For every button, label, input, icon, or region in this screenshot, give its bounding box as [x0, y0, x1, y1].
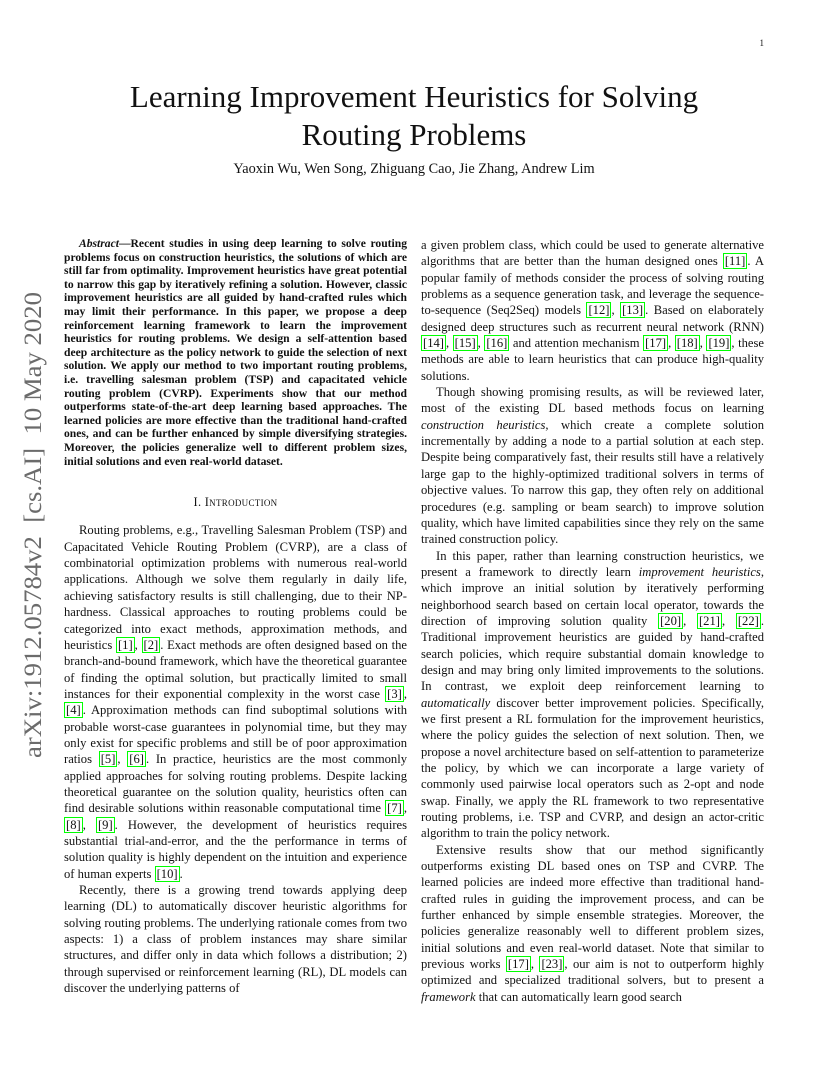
section-number: I. [193, 495, 205, 510]
citation-link[interactable]: [9] [97, 817, 113, 832]
section-title: Introduction [204, 495, 278, 510]
citation-link[interactable]: [19] [708, 336, 730, 351]
paragraph: Though showing promising results, as will be reviewed later, most of the existing DL based methods focus on learning construction heuristics, which create a complete solution incrementally by adding a node to a partial solution at each step. Despite being comparatively fast, their results still have a relatively large gap to the highly-optimized traditional solvers in terms of objective values. To narrow this gap, they often rely on additional procedures (e.g. sampling or beam search) to improve solution quality, which have limited capabilities since they rely on the same trained construction policy. [421, 385, 764, 547]
citation-link[interactable]: [4] [66, 703, 81, 718]
citation-link[interactable]: [7] [387, 801, 402, 816]
paragraph: Recently, there is a growing trend towards applying deep learning (DL) to automatically discover heuristic algorithms for solving routing problems. The underlying rationale comes from two aspects: 1) a class of problem instances may share similar structures, and differ only in data which follows a distribution; 2) through supervised or reinforcement learning (RL), DL models can discover the underlying patterns of [64, 883, 407, 996]
citation-link[interactable]: [15] [454, 336, 476, 351]
citation-link[interactable]: [2] [143, 637, 159, 652]
citation-link[interactable]: [23] [541, 957, 563, 972]
citation-link[interactable]: [22] [737, 613, 759, 628]
right-column [421, 237, 764, 1005]
citation-link[interactable]: [16] [486, 336, 508, 351]
author-list: Yaoxin Wu, Wen Song, Zhiguang Cao, Jie Zhang, Andrew Lim [233, 161, 595, 177]
emphasis: improvement heuristics [638, 564, 761, 579]
arxiv-stamp [18, 290, 48, 760]
paragraph: Routing problems, e.g., Travelling Salesman Problem (TSP) and Capacitated Vehicle Routing Problem (CVRP), are a class of combinatorial optimization problems with numerous real-world applications. Although we solve them regularly in daily life, achieving satisfactory results is still challenging, due to their NP-hardness. Classical approaches to routing problems could be categorized into exact methods, approximation methods, and heuristics [1] , [2] . Exact methods are often designed based on the branch-and-bound framework, which have the theoretical guarantee of finding the optimal solution, but practically limited to small instances for their exponential complexity in the worst case [3] , [4] . Approximation methods can find suboptimal solutions with probable worst-case guarantees in polynomial time, but they may only exist for specific problems and still be of poor approximation ratios [5] , [6] . In practice, heuristics are the most commonly applied approaches for solving routing problems. Despite lacking theoretical guarantee on the solution quality, heuristics often can find desirable solutions within reasonable computational time [7] , [8] , [9] . However, the development of heuristics requires substantial trial-and-error, and the the performance in terms of solution quality is highly dependent on the intuition and experience of human experts [10] . [64, 523, 408, 881]
citation-link[interactable]: [17] [645, 336, 667, 351]
abstract-text: —Recent studies in using deep learning to solve routing problems focus on construction heuristics, the solutions of which are still far from optimality. Improvement heuristics have great potential to narrow this gap by iteratively refining a solution. However, classic improvement heuristics are all guided by hand-crafted rules which may limit their performance. In this paper, we propose a deep reinforcement learning framework to learn the improvement heuristics for routing problems. We design a self-attention based deep architecture as the policy network to guide the selection of next solution. We apply our method to two important routing problems, i.e. travelling salesman problem (TSP) and capacitated vehicle routing problem (CVRP). Experiments show that our method outperforms state-of-the-art deep learning based approaches. The learned policies are more effective than the traditional hand-crafted ones, and can be further enhanced by simple diversifying strategies. Moreover, the policies generalize well to different problem sizes, initial solutions and even real-world dataset. [64, 237, 407, 468]
emphasis: automatically [421, 695, 491, 710]
citation-link[interactable]: [14] [423, 336, 444, 351]
emphasis: framework [421, 989, 476, 1004]
citation-link[interactable]: [12] [588, 303, 610, 318]
arxiv-stamp-text: arXiv:1912.05784v2 [cs.AI] 10 May 2020 [18, 313, 47, 758]
citation-link[interactable]: [1] [117, 637, 133, 652]
citation-link[interactable]: [3] [387, 686, 402, 701]
citation-link[interactable]: [13] [622, 303, 644, 318]
paragraph: Extensive results show that our method significantly outperforms existing DL based ones on TSP and CVRP. The learned policies are indeed more effective than traditional hand-crafted rules in guiding the improvement process, and can be further enhanced by simple ensemble strategies. Moreover, the policies generalize reasonably well to different problem sizes, initial solutions and even real-world dataset. Note that similar to previous works [17] , [23] , our aim is not to outperform highly optimized and specialized traditional solvers, but to present a framework that can automatically learn good search [421, 842, 765, 1004]
citation-link[interactable]: [5] [100, 752, 116, 767]
emphasis: construction heuristics [421, 417, 546, 432]
left-column [64, 237, 407, 996]
citation-link[interactable]: [21] [698, 613, 720, 628]
citation-link[interactable]: [20] [660, 613, 682, 628]
citation-link[interactable]: [6] [129, 752, 144, 767]
citation-link[interactable]: [11] [724, 254, 746, 269]
citation-link[interactable]: [8] [66, 817, 81, 832]
paper-title: Learning Improvement Heuristics for Solving Routing Problems [129, 79, 699, 152]
citation-link[interactable]: [10] [156, 866, 178, 881]
paragraph: a given problem class, which could be used to generate alternative algorithms that are better than the human designed ones [11] . A popular family of methods consider the process of solving routing problems as a sequence generation task, and leverage the sequence-to-sequence (Seq2Seq) models [12] , [13] . Based on elaborately designed deep structures such as recurrent neural network (RNN) [14] , [15] , [16] and attention mechanism [17] , [18] , [19] , these methods are able to learn heuristics that can produce high-quality solutions. [421, 238, 765, 383]
page-number: 1 [759, 38, 764, 48]
paragraph: In this paper, rather than learning construction heuristics, we present a framework to directly learn improvement heuristics, which improve an initial solution by iteratively performing neighborhood search based on certain local operator, towards the direction of improving solution quality [20] , [21] , [22] . Traditional improvement heuristics are guided by hand-crafted search policies, which require substantial domain knowledge to design and may bring only limited improvements to the solutions. In contrast, we exploit deep reinforcement learning to automatically discover better improvement policies. Specifically, we first present a RL formulation for the improvement heuristics, where the policy guides the selection of next solution. Then, we propose a novel architecture based on self-attention to parameterize the policy, by which we can incorporate a large variety of commonly used pairwise local operators such as 2-opt and node swap. Finally, we apply the RL framework to two representative routing problems, i.e. TSP and CVRP, and design an actor-critic algorithm to train the policy network. [421, 548, 764, 841]
citation-link[interactable]: [17] [507, 957, 529, 972]
section-heading [64, 494, 407, 510]
abstract [64, 237, 407, 468]
abstract-label: Abstract [79, 237, 119, 250]
citation-link[interactable]: [18] [676, 336, 698, 351]
